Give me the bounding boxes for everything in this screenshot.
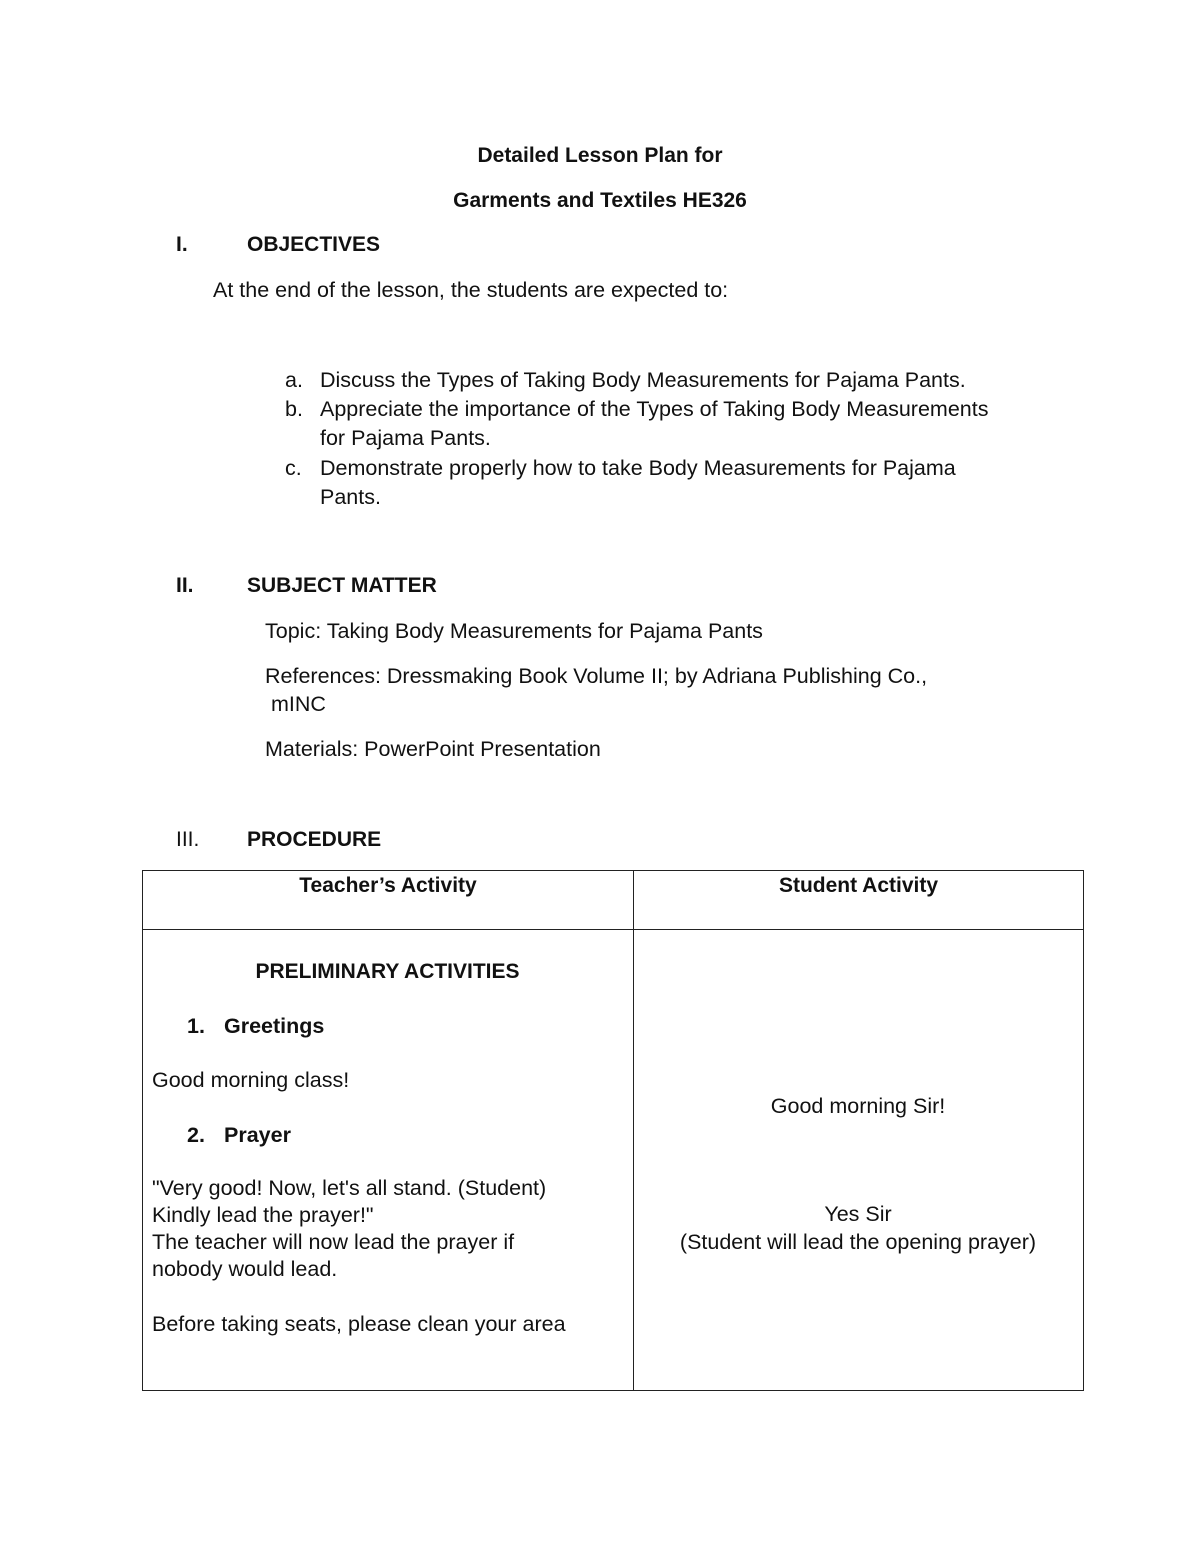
teacher-prayer-line3: The teacher will now lead the prayer if xyxy=(152,1230,515,1254)
procedure-table xyxy=(142,870,1084,1391)
objective-letter-a: a. xyxy=(285,368,303,392)
column-header-student: Student Activity xyxy=(634,871,1084,930)
step-label-greetings: Greetings xyxy=(224,1014,325,1038)
teacher-prayer-line2: Kindly lead the prayer!" xyxy=(152,1203,374,1227)
student-greeting-reply: Good morning Sir! xyxy=(770,1094,946,1118)
teacher-prayer-line4: nobody would lead. xyxy=(152,1257,338,1281)
objective-text-b-line1: Appreciate the importance of the Types of Taking Body Measurements xyxy=(320,397,989,421)
student-prayer-reply: Yes Sir xyxy=(824,1202,892,1226)
objective-text-b-line2: for Pajama Pants. xyxy=(320,426,491,450)
section-numeral-procedure: III. xyxy=(176,828,200,851)
objective-text-c-line2: Pants. xyxy=(320,485,381,509)
teacher-activity-cell xyxy=(143,930,634,1391)
section-heading-objectives: OBJECTIVES xyxy=(247,233,381,256)
table-row xyxy=(143,930,1084,1391)
document-title-line2: Garments and Textiles HE326 xyxy=(453,189,747,212)
section-heading-procedure: PROCEDURE xyxy=(247,828,382,851)
student-prayer-note: (Student will lead the opening prayer) xyxy=(679,1230,1037,1254)
student-activity-cell xyxy=(634,930,1084,1391)
teacher-closing-instruction: Before taking seats, please clean your area xyxy=(152,1312,566,1336)
step-number-greetings: 1. xyxy=(187,1014,205,1038)
subject-references-line1: References: Dressmaking Book Volume II; by Adriana Publishing Co., xyxy=(265,664,928,688)
table-header-row xyxy=(143,871,1084,930)
objectives-intro: At the end of the lesson, the students are expected to: xyxy=(213,278,729,302)
column-header-teacher: Teacher’s Activity xyxy=(143,871,634,930)
objective-letter-b: b. xyxy=(285,397,303,421)
preliminary-activities-title: PRELIMINARY ACTIVITIES xyxy=(255,960,520,983)
subject-materials: Materials: PowerPoint Presentation xyxy=(265,737,601,761)
subject-references-line2: mINC xyxy=(271,692,326,716)
section-numeral-objectives: I. xyxy=(176,233,188,256)
objective-text-a: Discuss the Types of Taking Body Measurements for Pajama Pants. xyxy=(320,368,966,392)
objective-letter-c: c. xyxy=(285,456,302,480)
document-title-line1: Detailed Lesson Plan for xyxy=(477,144,723,167)
subject-topic: Topic: Taking Body Measurements for Pajama Pants xyxy=(265,619,763,643)
step-label-prayer: Prayer xyxy=(224,1123,291,1147)
teacher-prayer-line1: "Very good! Now, let's all stand. (Student) xyxy=(152,1176,547,1200)
teacher-greeting: Good morning class! xyxy=(152,1068,350,1092)
section-numeral-subject-matter: II. xyxy=(176,574,194,597)
step-number-prayer: 2. xyxy=(187,1123,205,1147)
objective-text-c-line1: Demonstrate properly how to take Body Measurements for Pajama xyxy=(320,456,956,480)
section-heading-subject-matter: SUBJECT MATTER xyxy=(247,574,437,597)
